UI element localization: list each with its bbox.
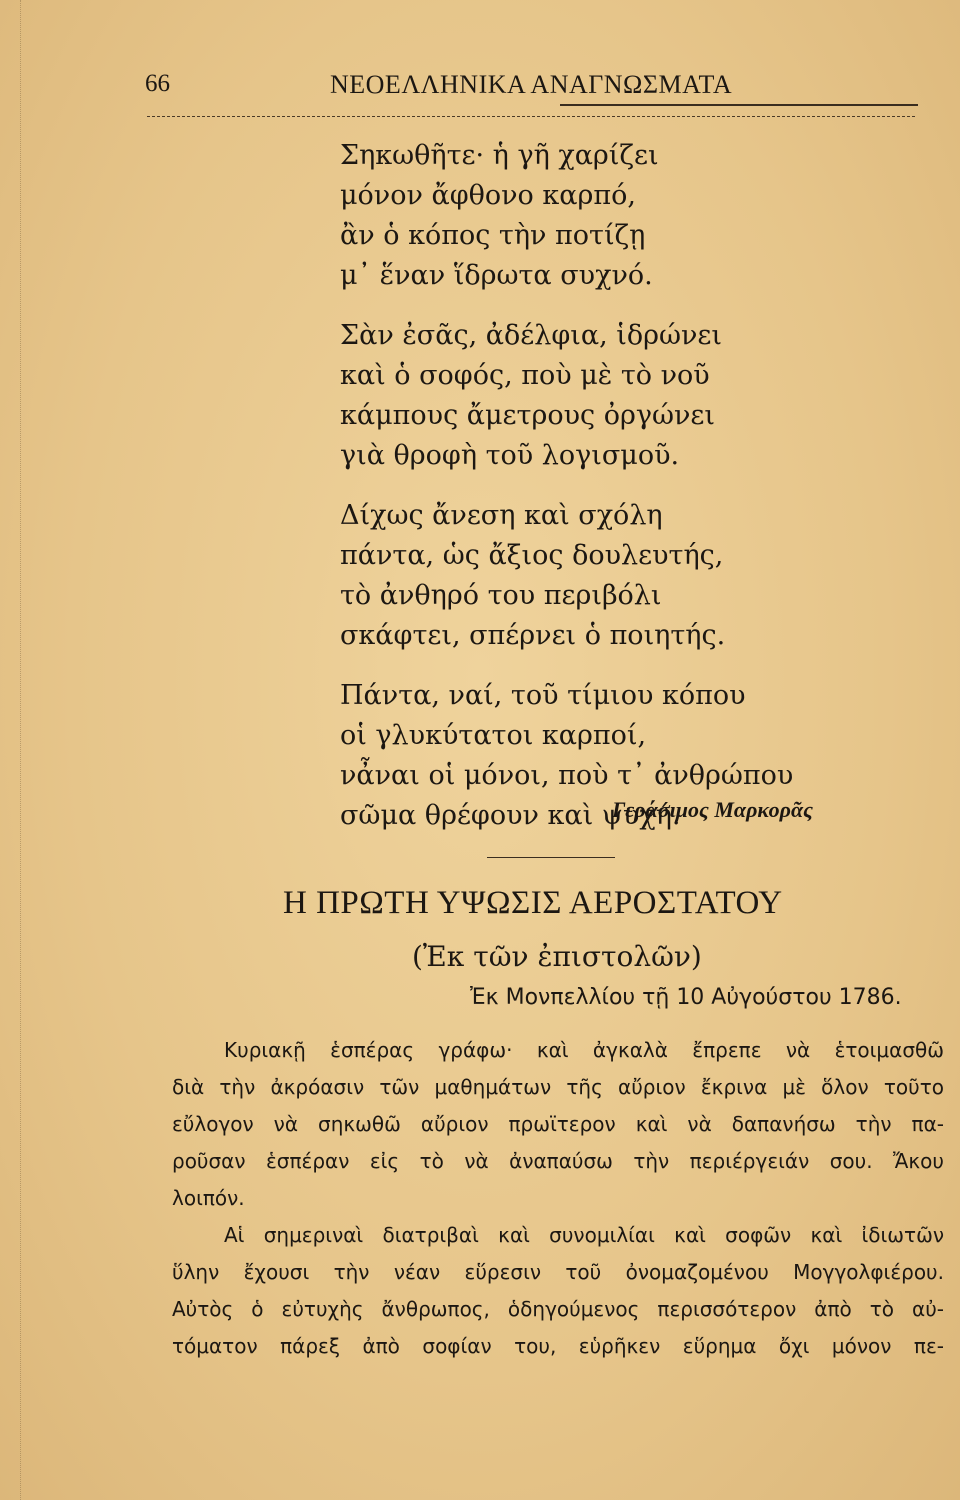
prose-line: τόματον πάρεξ ἀπὸ σοφίαν του, εὑρῆκεν εὕρημα ὄχι μόνον πε-	[172, 1334, 944, 1358]
section-divider	[487, 857, 615, 858]
header-rule	[560, 104, 918, 106]
poem-line: οἱ γλυκύτατοι καρποί,	[340, 720, 647, 751]
poem-line: μ᾽ ἕναν ἵδρωτα συχνό.	[340, 260, 653, 291]
running-head: ΝΕΟΕΛΛΗΝΙΚΑ ΑΝΑΓΝΩΣΜΑΤΑ	[330, 70, 733, 99]
poem-line: Δίχως ἄνεση καὶ σχόλη	[340, 500, 663, 531]
prose-line: λοιπόν.	[172, 1186, 245, 1210]
poem-line: Σὰν ἐσᾶς, ἀδέλφια, ἱδρώνει	[340, 320, 722, 351]
page-number: 66	[145, 70, 170, 97]
poem-line: σῶμα θρέφουν καὶ ψυχή.	[340, 800, 681, 831]
prose-line: εὔλογον νὰ σηκωθῶ αὔριον πρωϊτερον καὶ νὰ δαπανήσω τὴν πα-	[172, 1112, 944, 1136]
prose-line: Αἱ σημεριναὶ διατριβαὶ καὶ συνομιλίαι καὶ σοφῶν καὶ ἰδιωτῶν	[224, 1223, 944, 1247]
letter-dateline: Ἐκ Μονπελλίου τῇ 10 Αὐγούστου 1786.	[470, 985, 902, 1010]
margin-stain	[20, 0, 23, 1500]
prose-line: διὰ τὴν ἀκρόασιν τῶν μαθημάτων τῆς αὔριον ἔκρινα μὲ ὅλον τοῦτο	[172, 1075, 944, 1099]
poem-line: τὸ ἀνθηρό του περιβόλι	[340, 580, 662, 611]
prose-line: ροῦσαν ἑσπέραν εἰς τὸ νὰ ἀναπαύσω τὴν περιέργειάν σου. Ἄκου	[172, 1149, 944, 1173]
stanza	[340, 136, 900, 296]
poem-line: σκάφτει, σπέρνει ὁ ποιητής.	[340, 620, 726, 651]
poem	[340, 136, 900, 856]
stanza	[340, 496, 900, 656]
section-title: Η ΠΡΩΤΗ ΥΨΩΣΙΣ ΑΕΡΟΣΤΑΤΟΥ	[283, 885, 783, 921]
letter-body	[172, 1032, 944, 1365]
section-subtitle: (Ἐκ τῶν ἐπιστολῶν)	[412, 940, 702, 973]
prose-line: ὕλην ἔχουσι τὴν νέαν εὕρεσιν τοῦ ὀνομαζομένου Μογγολφιέρου.	[172, 1260, 944, 1284]
poem-author: Γεράσιμος Μαρκορᾶς	[612, 797, 813, 822]
poem-line: πάντα, ὡς ἄξιος δουλευτής,	[340, 540, 724, 571]
prose-line: Κυριακῇ ἑσπέρας γράφω· καὶ ἀγκαλὰ ἔπρεπε νὰ ἑτοιμασθῶ	[224, 1038, 944, 1062]
header-dashed-rule	[147, 116, 915, 117]
poem-line: ἂν ὁ κόπος τὴν ποτίζῃ	[340, 220, 646, 251]
page-header	[145, 64, 915, 104]
poem-line: καὶ ὁ σοφός, ποὺ μὲ τὸ νοῦ	[340, 360, 710, 391]
prose-line: Αὐτὸς ὁ εὐτυχὴς ἄνθρωπος, ὁδηγούμενος περισσότερον ἀπὸ τὸ αὐ-	[172, 1297, 944, 1321]
poem-line: κάμπους ἄμετρους ὀργώνει	[340, 400, 715, 431]
stanza	[340, 316, 900, 476]
poem-line: γιὰ θροφὴ τοῦ λογισμοῦ.	[340, 440, 680, 471]
poem-line: μόνον ἄφθονο καρπό,	[340, 180, 636, 211]
poem-line: Σηκωθῆτε· ἡ γῆ χαρίζει	[340, 140, 659, 171]
poem-line: Πάντα, ναί, τοῦ τίμιου κόπου	[340, 680, 746, 711]
poem-line: νἆναι οἱ μόνοι, ποὺ τ᾽ ἀνθρώπου	[340, 760, 794, 791]
